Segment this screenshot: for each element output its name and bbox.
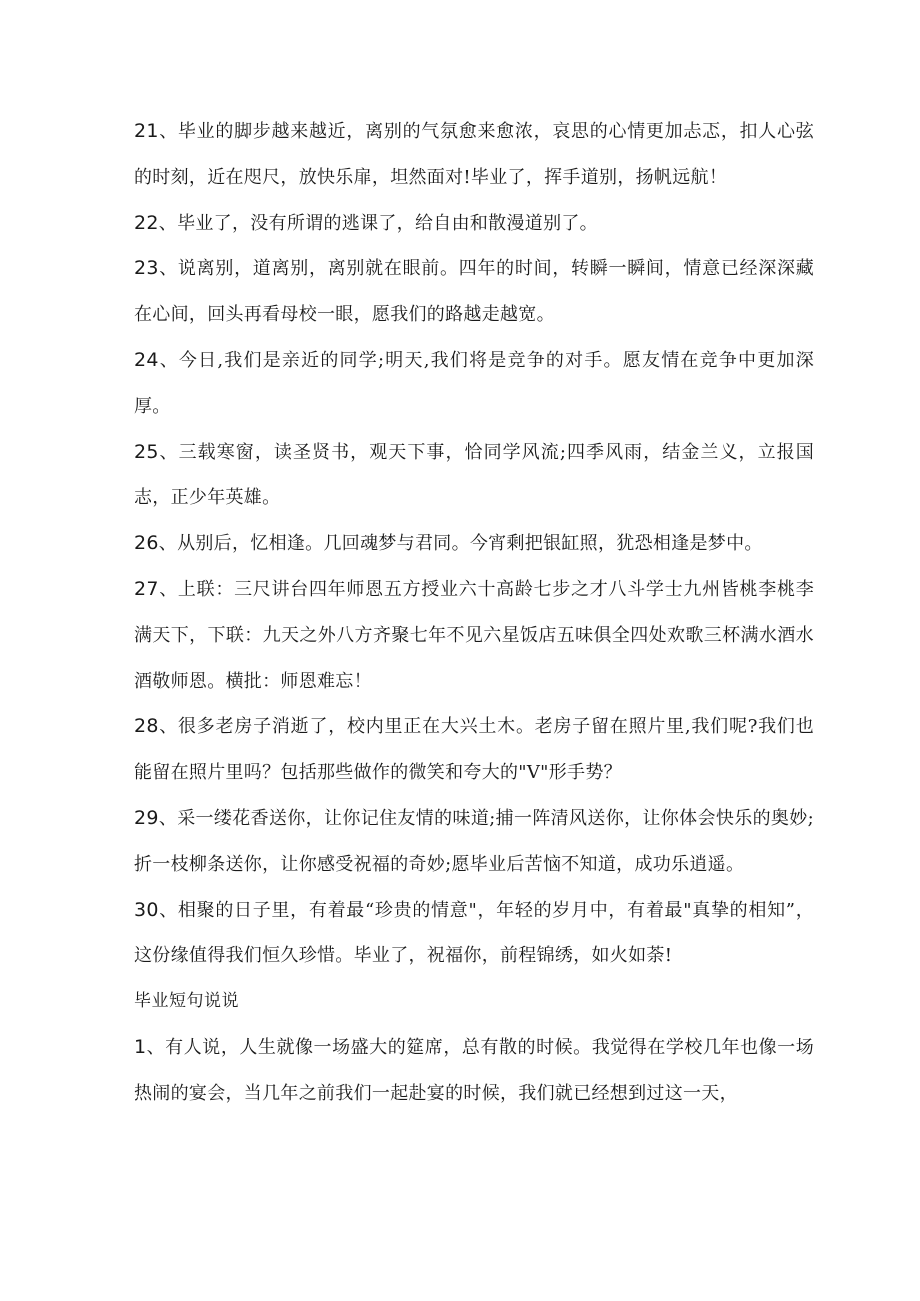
item-number: 21 bbox=[134, 120, 159, 142]
item-text: 、三载寒窗，读圣贤书，观天下事，恰同学风流;四季风雨，结金兰义，立报国志，正少年英雄。 bbox=[134, 441, 814, 509]
list-item bbox=[134, 109, 814, 201]
item-text: 、很多老房子消逝了，校内里正在大兴土木。老房子留在照片里,我们呢?我们也能留在照片里吗？包括那些做作的微笑和夸大的"V"形手势？ bbox=[134, 716, 814, 784]
item-text: 、说离别，道离别，离别就在眼前。四年的时间，转瞬一瞬间，情意已经深深藏在心间，回头再看母校一眼，愿我们的路越走越宽。 bbox=[134, 258, 814, 326]
item-number: 28 bbox=[134, 715, 159, 738]
item-number: 26 bbox=[134, 532, 159, 555]
item-text: 、上联：三尺讲台四年师恩五方授业六十高龄七步之才八斗学士九州皆桃李桃李满天下，下联：九天之外八方齐聚七年不见六星饭店五味俱全四处欢歌三杯满水酒水酒敬师恩。横批：师恩难忘！ bbox=[134, 578, 814, 692]
list-item bbox=[134, 430, 814, 522]
item-number: 30 bbox=[134, 898, 159, 921]
document-page bbox=[134, 109, 814, 1117]
list-item bbox=[134, 1025, 814, 1117]
list-item bbox=[134, 567, 814, 704]
list-item bbox=[134, 521, 814, 567]
item-text: 、今日,我们是亲近的同学;明天,我们将是竞争的对手。愿友情在竞争中更加深厚。 bbox=[134, 349, 814, 417]
list-item bbox=[134, 201, 814, 247]
item-number: 22 bbox=[134, 211, 159, 234]
list-item bbox=[134, 888, 814, 980]
item-text: 、毕业了，没有所谓的逃课了，给自由和散漫道别了。 bbox=[158, 212, 598, 234]
list-item bbox=[134, 704, 814, 796]
item-text: 、从别后，忆相逢。几回魂梦与君同。今宵剩把银缸照，犹恐相逢是梦中。 bbox=[158, 533, 763, 555]
item-number: 24 bbox=[134, 348, 159, 371]
item-text: 、毕业的脚步越来越近，离别的气氛愈来愈浓，哀思的心情更加忐忑，扣人心弦的时刻，近在咫尺，放快乐扉，坦然面对!毕业了，挥手道别，扬帆远航！ bbox=[134, 121, 814, 188]
section-heading: 毕业短句说说 bbox=[134, 991, 239, 1012]
list-item bbox=[134, 246, 814, 338]
list-item bbox=[134, 338, 814, 430]
item-number: 27 bbox=[134, 577, 159, 600]
item-text: 、相聚的日子里，有着最“珍贵的情意"，年轻的岁月中，有着最"真挚的相知”，这份缘值得我们恒久珍惜。毕业了，祝福你，前程锦绣，如火如荼! bbox=[134, 899, 814, 967]
item-text: 、有人说，人生就像一场盛大的筵席，总有散的时候。我觉得在学校几年也像一场热闹的宴会，当几年之前我们一起赴宴的时候，我们就已经想到过这一天， bbox=[134, 1036, 814, 1104]
item-number: 23 bbox=[134, 257, 159, 280]
item-number: 29 bbox=[134, 806, 159, 829]
item-number: 1 bbox=[134, 1035, 147, 1058]
item-number: 25 bbox=[134, 440, 159, 463]
list-item bbox=[134, 796, 814, 888]
item-text: 、采一缕花香送你，让你记住友情的味道;捕一阵清风送你，让你体会快乐的奥妙;折一枝柳条送你，让你感受祝福的奇妙;愿毕业后苦恼不知道，成功乐逍遥。 bbox=[134, 807, 814, 875]
